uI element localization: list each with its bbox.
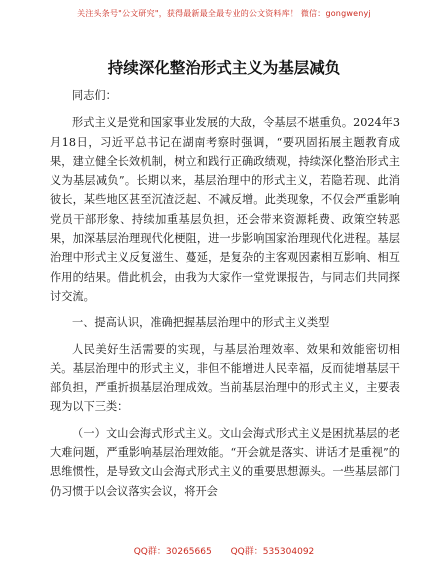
paragraph-section-1: 人民美好生活需要的实现，与基层治理效率、效果和效能密切相关。基层治理中的形式主义，非但不能增进人民幸福，反而徒增基层干部负担，严重折损基层治理成效。当前基层治理中的形式主义，主要表现为以下三类： (50, 342, 400, 414)
paragraph-subsection-1: （一）文山会海式形式主义。文山会海式形式主义是困扰基层的老大难问题，严重影响基层治理效能。“开会就是落实、讲话才是重视”的思维惯性，是导致文山会海式形式主义的重要思想源头。一些基层部门仍习惯于以会议落实会议，将开会 (50, 426, 400, 498)
salutation: 同志们： (72, 89, 117, 102)
header-banner: 关注头条号"公文研究"，获得最新最全最专业的公文资料库！ 微信：gongwenyj (77, 9, 371, 18)
paragraph-intro: 形式主义是党和国家事业发展的大敌，令基层不堪重负。2024年3月18日，习近平总书记在湖南考察时强调，“要巩固拓展主题教育成果，建立健全长效机制，树立和践行正确政绩观，持续深化整治形式主义为基层减负”。长期以来，基层治理中的形式主义，若隐若现、此消彼长，某些地区甚至沉渣泛起、不减反增。此类现象，不仅会严重影响党员干部形象、持续加重基层负担，还会带来资源耗费、政策空转恶果，加深基层治理现代化梗阻，进一步影响国家治理现代化进程。基层治理中形式主义反复滋生、蔓延，是复杂的主客观因素相互影响、相互作用的结果。借此机会，由我为大家作一堂党课报告，与同志们共同探讨交流。 (50, 116, 400, 303)
document-body (50, 86, 400, 508)
document-title: 持续深化整治形式主义为基层减负 (107, 59, 341, 77)
footer (0, 544, 448, 557)
footer-qq-group-1: QQ群：30265665 (133, 547, 212, 557)
section-heading-1: 一、提高认识，准确把握基层治理中的形式主义类型 (72, 316, 330, 330)
footer-qq-group-2: QQ群：535304092 (230, 547, 315, 557)
